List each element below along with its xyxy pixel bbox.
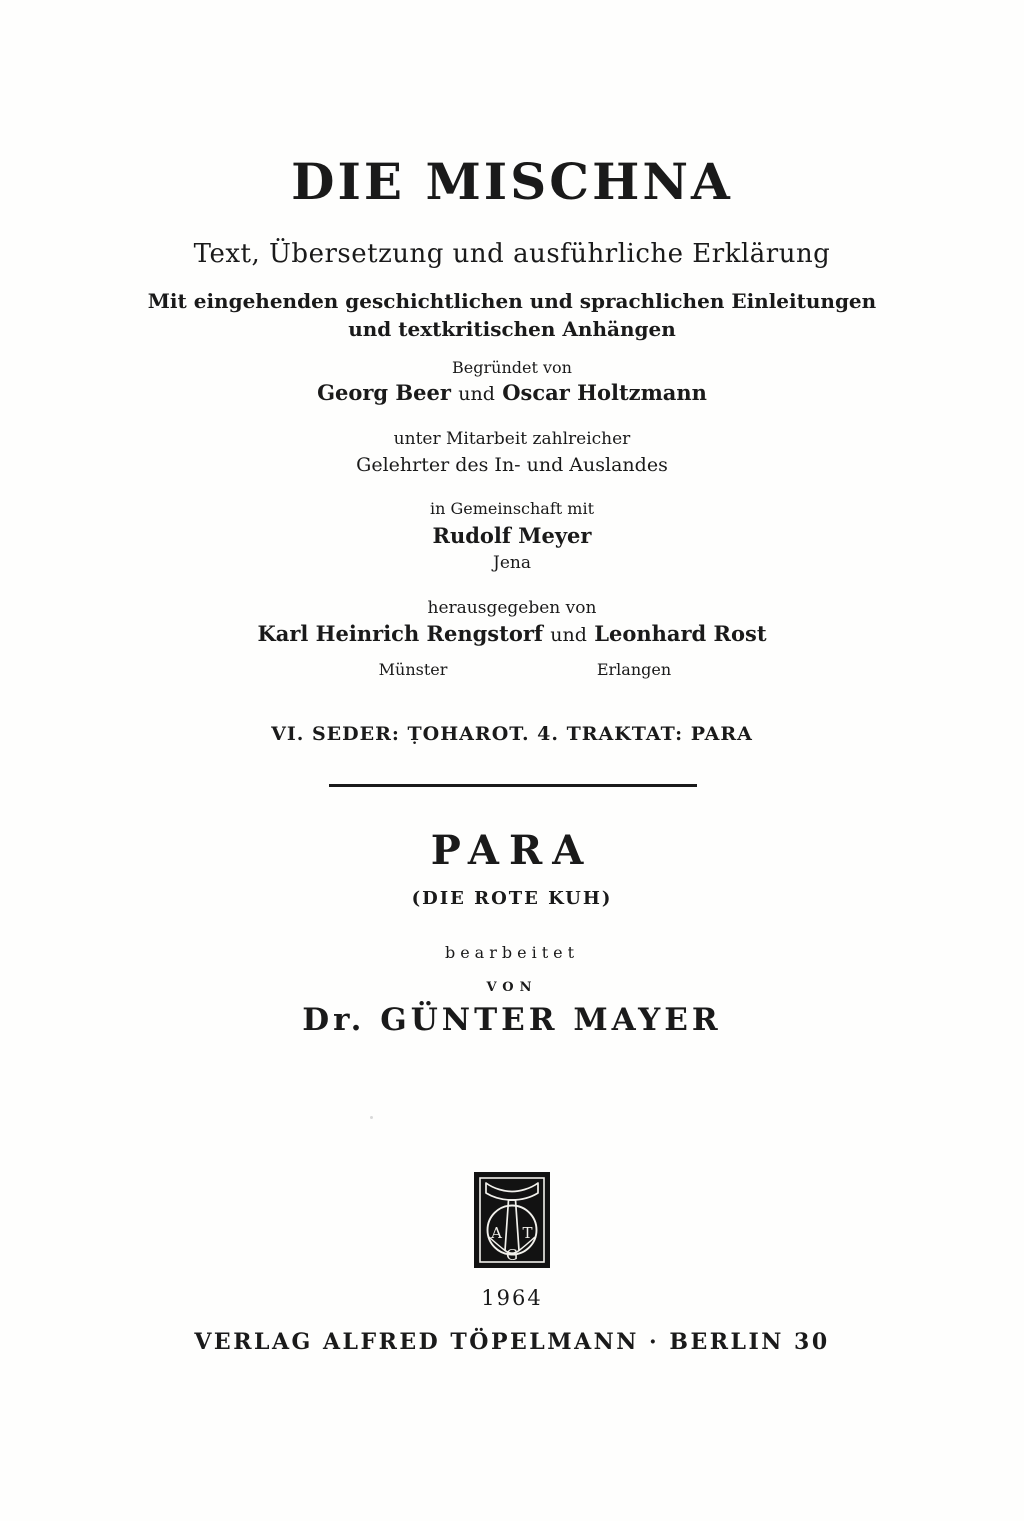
editor-name-1: Karl Heinrich Rengstorf <box>257 621 543 646</box>
collaborators-line1: unter Mitarbeit zahlreicher <box>393 429 631 449</box>
founders-label: Begründet von <box>452 358 572 377</box>
imprint-publisher: VERLAG ALFRED TÖPELMANN · BERLIN 30 <box>194 1329 830 1355</box>
logo-letter-a: A <box>491 1224 502 1242</box>
tractate-title: PARA <box>430 827 594 874</box>
tractate-subtitle: (DIE ROTE KUH) <box>411 888 613 909</box>
partnership-place: Jena <box>493 553 531 573</box>
founders-conjunction: und <box>458 383 495 405</box>
founder-name-2: Oscar Holtzmann <box>502 380 707 405</box>
founder-name-1: Georg Beer <box>317 380 451 405</box>
von-label: VON <box>486 980 538 995</box>
logo-letter-g: G <box>506 1246 518 1264</box>
partnership-label: in Gemeinschaft mit <box>430 499 594 518</box>
editors-names <box>0 622 1024 647</box>
founders-names <box>0 381 1024 406</box>
book-title: DIE MISCHNA <box>291 152 733 211</box>
series-tractate-line: VI. SEDER: ṬOHAROT. 4. TRAKTAT: PARA <box>271 723 753 745</box>
editor-place-1: Münster <box>378 660 448 679</box>
scan-speck <box>370 1116 373 1119</box>
editor-name-2: Leonhard Rost <box>594 621 767 646</box>
book-description-line1: Mit eingehenden geschichtlichen und sprachlichen Einleitungen <box>147 289 877 313</box>
editors-conjunction: und <box>550 624 587 646</box>
logo-letter-t: T <box>522 1224 533 1242</box>
edited-by-label: bearbeitet <box>444 943 580 962</box>
collaborators-line2: Gelehrter des In- und Auslandes <box>356 454 668 476</box>
editor-place-2: Erlangen <box>596 660 672 679</box>
imprint-year: 1964 <box>481 1286 543 1310</box>
horizontal-rule <box>329 784 697 787</box>
partnership-name: Rudolf Meyer <box>432 523 592 548</box>
publisher-logo <box>474 1172 550 1268</box>
tractate-editor-name: Dr. GÜNTER MAYER <box>302 1002 722 1038</box>
editors-label: herausgegeben von <box>427 598 597 618</box>
book-subtitle: Text, Übersetzung und ausführliche Erklärung <box>193 239 831 269</box>
publisher-logo-icon <box>474 1172 550 1268</box>
book-description-line2: und textkritischen Anhängen <box>348 317 676 341</box>
